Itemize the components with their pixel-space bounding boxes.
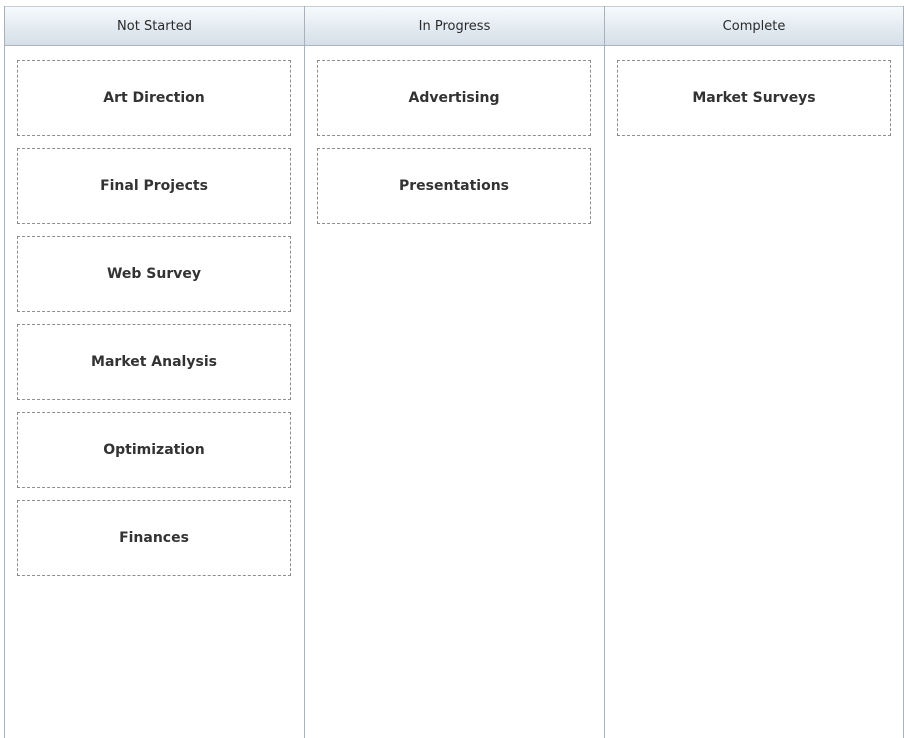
column-complete	[604, 6, 904, 738]
task-card-finances[interactable]: Finances	[17, 500, 291, 576]
task-card-optimization[interactable]: Optimization	[17, 412, 291, 488]
task-card-advertising[interactable]: Advertising	[317, 60, 591, 136]
column-header-not-started[interactable]: Not Started	[5, 6, 304, 46]
task-card-presentations[interactable]: Presentations	[317, 148, 591, 224]
column-header-in-progress[interactable]: In Progress	[305, 6, 604, 46]
task-card-market-surveys[interactable]: Market Surveys	[617, 60, 891, 136]
column-header-complete[interactable]: Complete	[605, 6, 903, 46]
task-card-market-analysis[interactable]: Market Analysis	[17, 324, 291, 400]
column-body-in-progress	[305, 46, 604, 224]
task-card-final-projects[interactable]: Final Projects	[17, 148, 291, 224]
column-body-complete	[605, 46, 903, 136]
task-card-web-survey[interactable]: Web Survey	[17, 236, 291, 312]
board-columns	[4, 6, 904, 738]
column-body-not-started	[5, 46, 304, 576]
task-card-art-direction[interactable]: Art Direction	[17, 60, 291, 136]
column-not-started	[4, 6, 304, 738]
column-in-progress	[304, 6, 604, 738]
